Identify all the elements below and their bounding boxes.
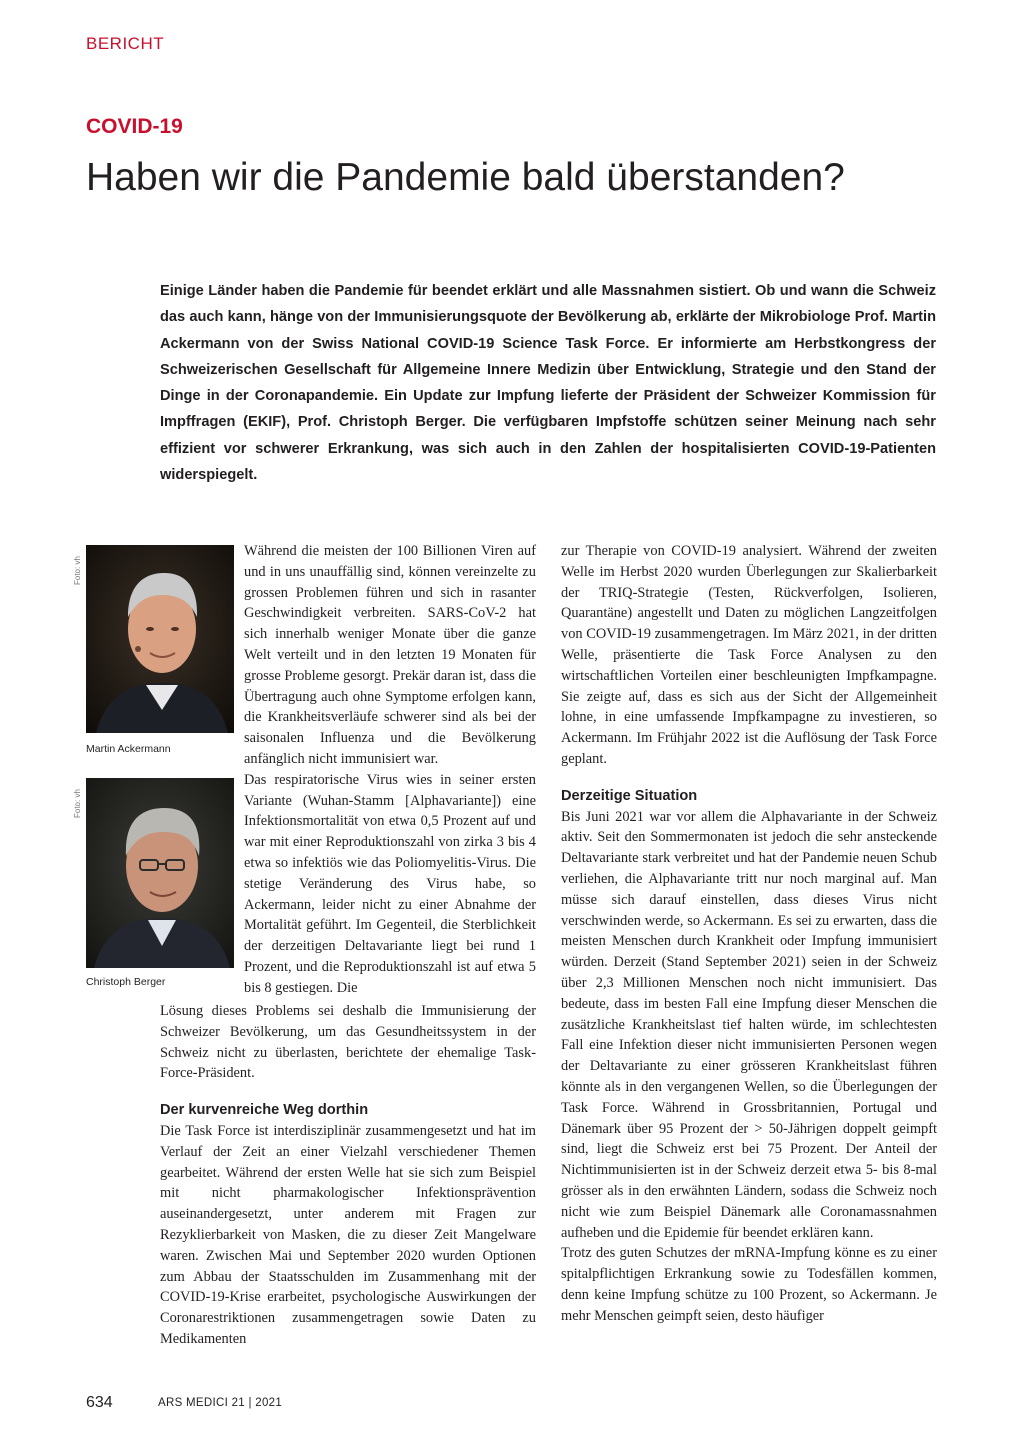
- body-column-left-top: [244, 541, 536, 999]
- article-kicker: COVID-19: [86, 115, 183, 138]
- article-title: Haben wir die Pandemie bald überstanden?: [86, 156, 845, 199]
- portrait-photo-berger: [86, 778, 234, 968]
- journal-name: ARS MEDICI 21 | 2021: [158, 1397, 283, 1409]
- body-paragraph: Lösung dieses Problems sei deshalb die Immunisierung der Schweizer Bevölkerung, um das Gesundheitssystem in der Schweiz nicht zu überlasten, berichtete der ehemalige Task-Force-Präsident.: [160, 1003, 536, 1082]
- body-paragraph: Bis Juni 2021 war vor allem die Alphavariante in der Schweiz aktiv. Seit den Sommermonaten ist jedoch die sehr ansteckende Deltavariante stark verbreitet und hat der Pandemie neuen Schub verliehen, die Alphavariante tritt nur noch marginal auf. Man müsse sich darauf einstellen, dass dieses Virus nicht verschwinden werde, so Ackermann. Es sei zu erwarten, dass die meisten Menschen durch Krankheit oder Impfung immunisiert würden. Derzeit (Stand September 2021) seien in der Schweiz über 2,3 Millionen Menschen noch nicht immunisiert. Das bedeute, dass im besten Fall eine Impfung dieser Menschen die zusätzliche Krankheitslast tief halten würde, im schlechtesten Fall eine Infektion dieser nicht immunisierten Personen wegen der Deltavariante zu einer grösseren Krankheitslast führen könnte als in den vergangenen Wellen, so die Überlegungen der Task Force. Während in Grossbritannien, Portugal und Dänemark über 95 Prozent der > 50-Jährigen doppelt geimpft sind, liegt die Schweiz erst bei 75 Prozent. Der Anteil der Nichtimmunisierten ist in der Schweiz derzeit etwa 5- bis 8-mal grösser als in den erwähnten Ländern, sodass die Schweiz noch nicht wie zum Beispiel Dänemark alle Coronamassnahmen aufheben und die Epidemie für beendet erklären kann.: [561, 808, 937, 1241]
- photo-credit: Foto: vh: [73, 556, 82, 585]
- section-heading: Der kurvenreiche Weg dorthin: [160, 1102, 369, 1119]
- section-label: BERICHT: [86, 34, 165, 53]
- body-paragraph: zur Therapie von COVID-19 analysiert. Während der zweiten Welle im Herbst 2020 wurden Überlegungen zur Skalierbarkeit der TRIQ-Strategie (Testen, Rückverfolgen, Isolieren, Quarantäne) angestellt und Daten zu möglichen Langzeitfolgen von COVID-19 zusammengetragen. Im März 2021, in der dritten Welle, präsentierte die Task Force Analysen zu den wirtschaftlichen Vorteilen einer beschleunigten Impfkampagne. Sie zeigte auf, dass es sich aus der Sicht der Allgemeinheit lohne, in eine umfassende Impfkampagne zu investieren, so Ackermann. Im Frühjahr 2022 ist die Auflösung der Task Force geplant.: [561, 543, 937, 767]
- photo-credit: Foto: vh: [73, 789, 82, 818]
- page-number: 634: [86, 1394, 113, 1411]
- body-column-left-bottom: [160, 1001, 536, 1350]
- body-paragraph: Das respiratorische Virus wies in seiner ersten Variante (Wuhan-Stamm [Alphavariante]) eine Infektionsmortalität von etwa 0,5 Prozent auf und war mit einer Reproduktionszahl von zirka 3 bis 4 etwa so infektiös wie das Poliomyelitis-Virus. Die stetige Veränderung des Virus habe, so Ackermann, leider nicht zu einer Abnahme der Mortalität geführt. Im Gegenteil, die Sterblichkeit der derzeitigen Deltavariante liegt bei rund 1 Prozent, und die Reproduktionszahl ist auf etwa 5 bis 8 gestiegen. Die: [244, 771, 536, 996]
- photo-caption: Christoph Berger: [86, 976, 166, 988]
- body-column-right: [561, 541, 937, 1326]
- body-paragraph: Trotz des guten Schutzes der mRNA-Impfung könne es zu einer spitalpflichtigen Erkrankung sowie zu Todesfällen kommen, denn keine Impfung schütze zu 100 Prozent, so Ackermann. Je mehr Menschen geimpft seien, desto häufiger: [561, 1245, 937, 1324]
- article-lead: Einige Länder haben die Pandemie für beendet erklärt und alle Massnahmen sistiert. Ob und wann die Schweiz das auch kann, hänge von der Immunisierungsquote der Bevölkerung ab, erklärte der Mikrobiologe Prof. Martin Ackermann von der Swiss National COVID-19 Science Task Force. Er informierte am Herbstkongress der Schweizerischen Gesellschaft für Allgemeine Innere Medizin über Entwicklung, Strategie und den Stand der Dinge in der Coronapandemie. Ein Update zur Impfung lieferte der Präsident der Schweizer Kommission für Impffragen (EKIF), Prof. Christoph Berger. Die verfügbaren Impfstoffe schützen seiner Meinung nach sehr effizient vor schwerer Erkrankung, was sich auch in den Zahlen der hospitalisierten COVID-19-Patienten widerspiegelt.: [160, 283, 936, 484]
- photo-caption: Martin Ackermann: [86, 743, 171, 755]
- body-paragraph: Während die meisten der 100 Billionen Viren auf und in uns unauffällig sind, können vereinzelte zu grossen Problemen führen und sich in rasanter Geschwindigkeit verbreiten. SARS-CoV-2 hat sich innerhalb weniger Monate über die ganze Welt verteilt und in den letzten 19 Monaten für grosse Probleme gesorgt. Prekär daran ist, dass die Übertragung auch ohne Symptome erfolgen kann, die Krankheitsverläufe schwerer sind als bei der saisonalen Influenza und die Bevölkerung anfänglich nicht immunisiert war.: [244, 543, 536, 767]
- body-paragraph: Die Task Force ist interdisziplinär zusammengesetzt und hat im Verlauf der Zeit an einer Vielzahl verschiedener Themen gearbeitet. Während der ersten Welle hat sie sich zum Beispiel mit nicht pharmakologischer Infektionsprävention auseinandergesetzt, unter anderem mit Fragen zur Rezyklierbarkeit von Masken, die zu dieser Zeit Mangelware waren. Zwischen Mai und September 2020 wurden Optionen zum Abbau der Staatsschulden im Zusammenhang mit der COVID-19-Krise erarbeitet, psychologische Auswirkungen der Coronarestriktionen zusammengetragen sowie Daten zu Medikamenten: [160, 1122, 536, 1347]
- section-heading: Derzeitige Situation: [561, 787, 698, 804]
- portrait-photo-ackermann: [86, 545, 234, 733]
